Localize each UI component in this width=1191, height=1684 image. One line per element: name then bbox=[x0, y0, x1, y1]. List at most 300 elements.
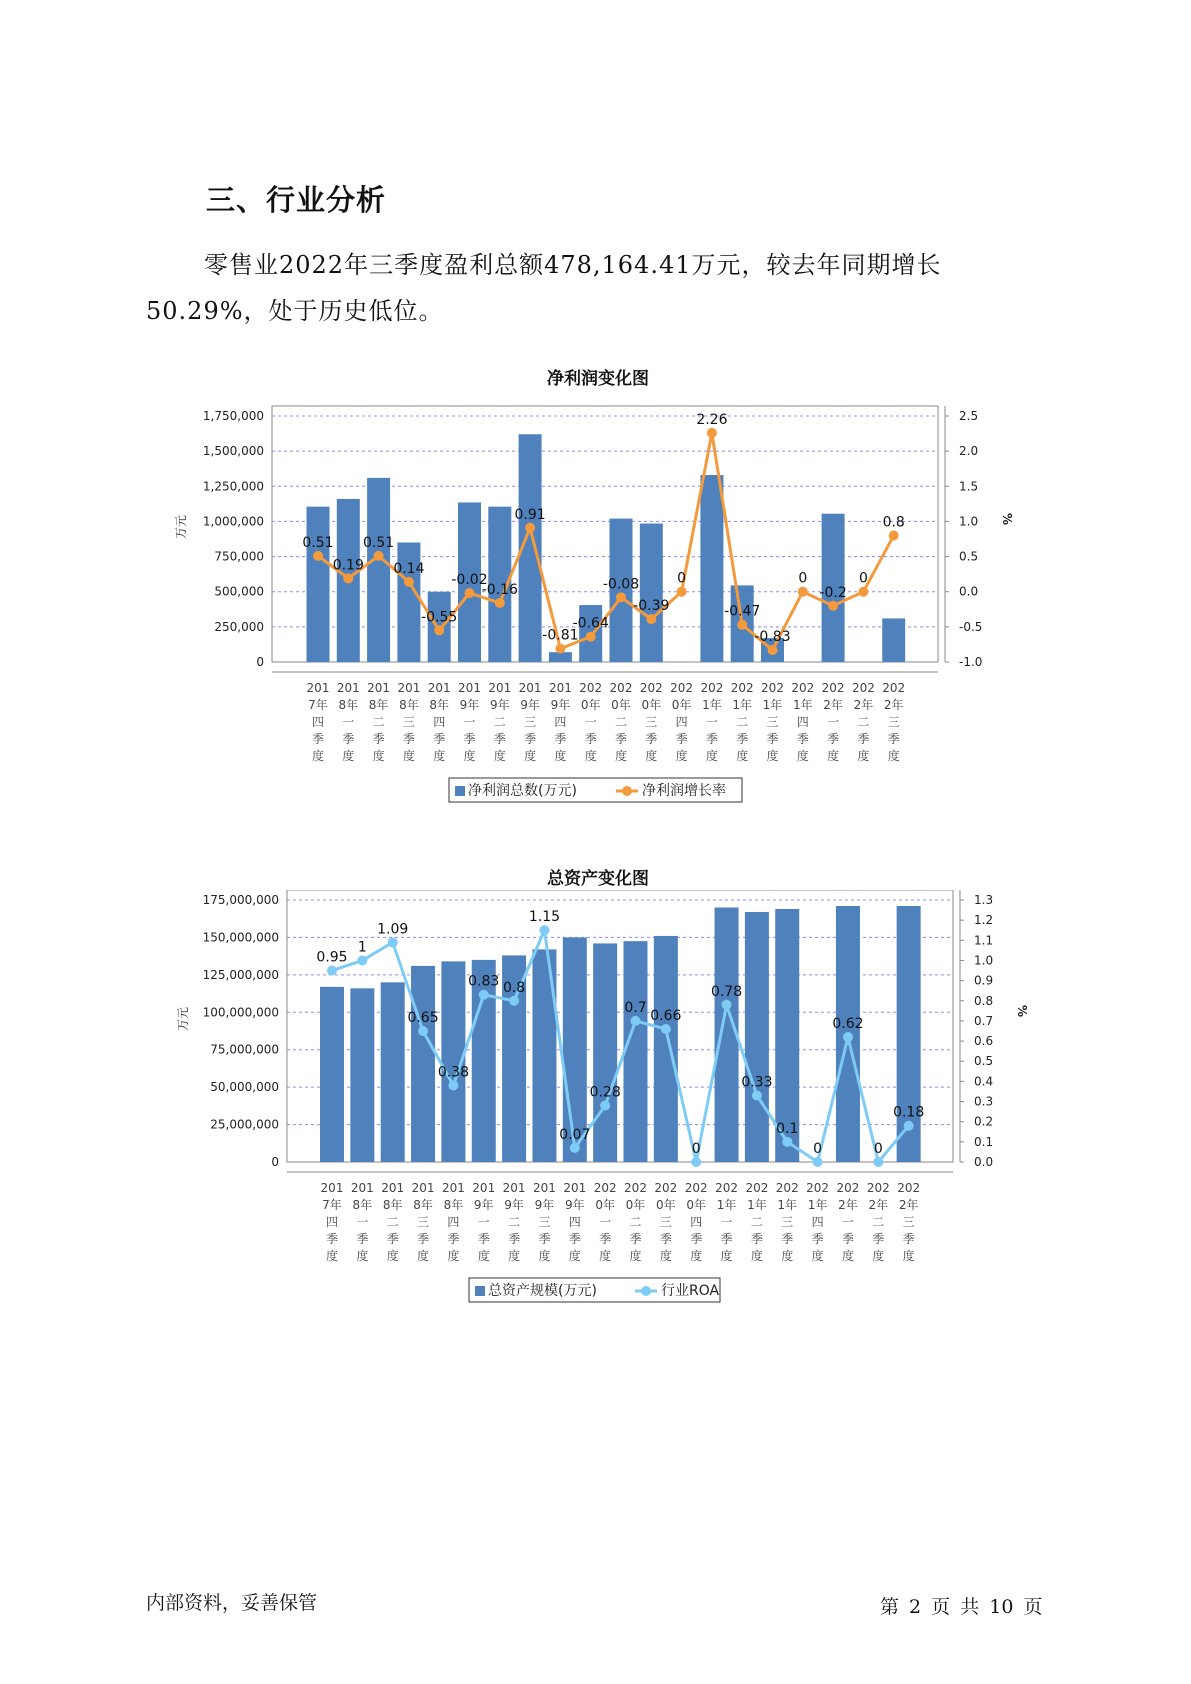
x-tick-label: 度 bbox=[342, 749, 355, 763]
y-tick-label: 50,000,000 bbox=[210, 1080, 279, 1095]
y-axis-title: 万元 bbox=[176, 1006, 190, 1032]
x-tick-label: 度 bbox=[841, 1249, 854, 1263]
x-tick-label: 8年 bbox=[352, 1198, 373, 1212]
data-label: 0.66 bbox=[650, 1007, 682, 1024]
line-point bbox=[374, 551, 384, 561]
x-tick-label: 四 bbox=[690, 1215, 703, 1229]
y-tick-label: 150,000,000 bbox=[202, 930, 279, 945]
x-tick-label: 0年 bbox=[625, 1198, 646, 1212]
x-tick-label: 度 bbox=[887, 749, 900, 763]
footer-page-number: 第 2 页 共 10 页 bbox=[880, 1596, 1043, 1618]
x-tick-label: 201 bbox=[306, 681, 330, 695]
x-tick-label: 201 bbox=[502, 1181, 526, 1195]
data-label: 0.95 bbox=[316, 949, 348, 966]
x-tick-label: 二 bbox=[857, 715, 870, 729]
x-tick-label: 度 bbox=[720, 1249, 733, 1263]
x-tick-label: 202 bbox=[609, 681, 633, 695]
line-point bbox=[313, 551, 323, 561]
line-point bbox=[479, 990, 489, 1000]
data-label: -0.55 bbox=[421, 609, 458, 626]
line-point bbox=[752, 1090, 762, 1100]
x-tick-label: 一 bbox=[356, 1215, 369, 1229]
data-label: 0.91 bbox=[514, 506, 546, 523]
bar bbox=[367, 478, 390, 662]
x-tick-label: 三 bbox=[524, 715, 537, 729]
x-tick-label: 202 bbox=[882, 681, 906, 695]
x-tick-label: 季 bbox=[508, 1232, 521, 1246]
x-tick-label: 二 bbox=[372, 715, 385, 729]
y-tick-label: 1,000,000 bbox=[202, 514, 264, 529]
x-tick-label: 202 bbox=[745, 1181, 769, 1195]
data-label: 1 bbox=[357, 939, 367, 956]
x-tick-label: 度 bbox=[811, 1249, 824, 1263]
line-point bbox=[798, 587, 808, 597]
x-tick-label: 季 bbox=[736, 732, 749, 746]
x-tick-label: 季 bbox=[796, 732, 809, 746]
x-tick-label: 季 bbox=[568, 1232, 581, 1246]
x-tick-label: 度 bbox=[750, 1249, 763, 1263]
x-tick-label: 季 bbox=[902, 1232, 915, 1246]
line-point bbox=[691, 1157, 701, 1167]
line-point bbox=[404, 577, 414, 587]
y2-tick-label: 0.6 bbox=[974, 1034, 994, 1049]
x-tick-label: 度 bbox=[356, 1249, 369, 1263]
line-point bbox=[677, 587, 687, 597]
x-tick-label: 201 bbox=[320, 1181, 344, 1195]
x-tick-label: 度 bbox=[796, 749, 809, 763]
y2-tick-label: -1.0 bbox=[959, 655, 983, 669]
data-label: 0.1 bbox=[776, 1120, 799, 1137]
bar bbox=[350, 988, 374, 1162]
x-tick-label: 季 bbox=[614, 732, 628, 746]
footer-confidential: 内部资料，妥善保管 bbox=[146, 1592, 318, 1614]
x-tick-label: 一 bbox=[841, 1215, 854, 1229]
y-tick-label: 175,000,000 bbox=[202, 893, 279, 907]
bar bbox=[745, 912, 769, 1162]
x-tick-label: 1年 bbox=[716, 1198, 737, 1212]
x-tick-label: 9年 bbox=[489, 698, 510, 712]
y-tick-label: 25,000,000 bbox=[210, 1117, 279, 1132]
x-tick-label: 季 bbox=[372, 732, 385, 746]
x-tick-label: 二 bbox=[736, 715, 749, 729]
x-tick-label: 0年 bbox=[656, 1198, 676, 1212]
x-tick-label: 度 bbox=[781, 1249, 794, 1263]
x-tick-label: 一 bbox=[827, 715, 840, 729]
x-tick-label: 202 bbox=[775, 1181, 799, 1195]
x-tick-label: 度 bbox=[599, 1249, 612, 1263]
assets-chart bbox=[0, 890, 1191, 1330]
x-tick-label: 季 bbox=[417, 1232, 430, 1246]
y-tick-label: 0 bbox=[271, 1155, 279, 1169]
x-tick-label: 三 bbox=[902, 1215, 915, 1229]
x-tick-label: 三 bbox=[402, 715, 415, 729]
y-tick-label: 100,000,000 bbox=[202, 1005, 279, 1020]
x-tick-label: 季 bbox=[750, 1232, 763, 1246]
line-point bbox=[889, 530, 899, 540]
x-tick-label: 度 bbox=[857, 749, 870, 763]
x-tick-label: 度 bbox=[417, 1249, 430, 1263]
x-tick-label: 1年 bbox=[807, 1198, 828, 1212]
line-point bbox=[737, 620, 747, 630]
x-tick-label: 8年 bbox=[382, 1198, 403, 1212]
x-tick-label: 0年 bbox=[641, 698, 662, 712]
legend-bar-label: 总资产规模(万元) bbox=[488, 1283, 597, 1299]
x-tick-label: 季 bbox=[645, 732, 658, 746]
x-tick-label: 季 bbox=[524, 732, 537, 746]
x-tick-label: 度 bbox=[736, 749, 749, 763]
x-tick-label: 度 bbox=[325, 1249, 339, 1263]
y-tick-label: 1,500,000 bbox=[202, 444, 264, 459]
y2-tick-label: 0.0 bbox=[974, 1155, 994, 1169]
data-label: -0.16 bbox=[481, 581, 518, 598]
line-point bbox=[388, 937, 398, 947]
y2-tick-label: 1.0 bbox=[959, 514, 979, 529]
y-tick-label: 500,000 bbox=[214, 584, 264, 599]
data-label: 0.83 bbox=[468, 973, 500, 990]
x-tick-label: 四 bbox=[554, 715, 567, 729]
line-point bbox=[722, 1000, 732, 1010]
line-point bbox=[707, 428, 717, 438]
legend-line-marker bbox=[641, 1286, 651, 1296]
y-tick-label: 1,250,000 bbox=[202, 479, 264, 494]
data-label: 0.07 bbox=[559, 1126, 591, 1143]
line-point bbox=[555, 644, 565, 654]
data-label: 0 bbox=[873, 1141, 883, 1157]
line-point bbox=[509, 996, 519, 1006]
x-tick-label: 二 bbox=[508, 1215, 521, 1229]
y2-tick-label: 1.3 bbox=[974, 893, 994, 907]
x-tick-label: 201 bbox=[381, 1181, 405, 1195]
data-label: 0.38 bbox=[437, 1064, 469, 1081]
line-point bbox=[768, 645, 778, 655]
y2-tick-label: 1.0 bbox=[974, 953, 994, 968]
x-tick-label: 度 bbox=[659, 1249, 672, 1263]
legend-bar-label: 净利润总数(万元) bbox=[468, 783, 577, 799]
x-tick-label: 201 bbox=[563, 1181, 587, 1195]
x-tick-label: 7年 bbox=[322, 1198, 342, 1212]
data-label: 0.8 bbox=[882, 514, 905, 531]
bar bbox=[320, 987, 344, 1162]
y-tick-label: 75,000,000 bbox=[210, 1042, 279, 1057]
x-tick-label: 202 bbox=[593, 1181, 617, 1195]
profit-chart bbox=[0, 390, 1191, 830]
y2-tick-label: 2.0 bbox=[959, 444, 979, 459]
x-tick-label: 二 bbox=[386, 1215, 399, 1229]
x-tick-label: 1年 bbox=[702, 698, 722, 712]
x-tick-label: 一 bbox=[720, 1215, 733, 1229]
x-tick-label: 一 bbox=[342, 715, 355, 729]
x-tick-label: 季 bbox=[675, 732, 688, 746]
x-tick-label: 1年 bbox=[747, 1198, 767, 1212]
x-tick-label: 0年 bbox=[671, 698, 692, 712]
bar bbox=[882, 618, 905, 662]
bar bbox=[307, 507, 330, 662]
x-tick-label: 四 bbox=[811, 1215, 824, 1229]
data-label: 0 bbox=[798, 570, 808, 587]
y2-tick-label: 0.8 bbox=[974, 993, 994, 1008]
x-tick-label: 季 bbox=[872, 1232, 885, 1246]
line-point bbox=[434, 625, 444, 635]
x-tick-label: 二 bbox=[750, 1215, 763, 1229]
y2-tick-label: 1.5 bbox=[959, 479, 979, 494]
data-label: 1.15 bbox=[528, 909, 561, 926]
data-label: 0.8 bbox=[502, 979, 526, 996]
data-label: -0.02 bbox=[451, 572, 488, 589]
x-tick-label: 202 bbox=[639, 681, 663, 695]
data-label: -0.81 bbox=[542, 627, 579, 644]
x-tick-label: 201 bbox=[350, 1181, 374, 1195]
y2-tick-label: 0.5 bbox=[959, 549, 979, 564]
x-tick-label: 202 bbox=[730, 681, 754, 695]
x-tick-label: 2年 bbox=[883, 698, 904, 712]
x-tick-label: 8年 bbox=[399, 698, 419, 712]
y2-tick-label: 1.1 bbox=[974, 933, 994, 948]
x-tick-label: 三 bbox=[887, 715, 900, 729]
y-tick-label: 1,750,000 bbox=[202, 409, 264, 423]
x-tick-label: 季 bbox=[659, 1232, 672, 1246]
x-tick-label: 度 bbox=[766, 749, 779, 763]
x-tick-label: 202 bbox=[761, 681, 784, 695]
x-tick-label: 一 bbox=[477, 1215, 490, 1229]
y2-tick-label: 0.7 bbox=[974, 1013, 994, 1028]
x-tick-label: 度 bbox=[433, 749, 446, 763]
y-tick-label: 125,000,000 bbox=[202, 967, 279, 982]
x-tick-label: 季 bbox=[599, 1232, 612, 1246]
bar bbox=[715, 907, 739, 1162]
x-tick-label: 二 bbox=[872, 1215, 885, 1229]
data-label: 0 bbox=[677, 570, 687, 587]
x-tick-label: 一 bbox=[584, 715, 597, 729]
line-point bbox=[600, 1101, 610, 1111]
x-tick-label: 9年 bbox=[520, 698, 540, 712]
x-tick-label: 季 bbox=[584, 732, 597, 746]
data-label: 0.14 bbox=[393, 560, 425, 577]
x-tick-label: 季 bbox=[781, 1232, 794, 1246]
x-tick-label: 1年 bbox=[792, 698, 813, 712]
bar bbox=[700, 475, 723, 662]
data-label: 0.28 bbox=[589, 1084, 621, 1101]
line-point bbox=[616, 592, 626, 602]
data-label: 0.65 bbox=[407, 1010, 439, 1026]
x-tick-label: 度 bbox=[447, 1249, 460, 1263]
data-label: 0.78 bbox=[710, 983, 743, 1000]
x-tick-label: 季 bbox=[386, 1232, 399, 1246]
data-label: 0.19 bbox=[332, 557, 364, 574]
x-tick-label: 度 bbox=[827, 749, 840, 763]
data-label: 0.33 bbox=[741, 1074, 773, 1091]
x-tick-label: 201 bbox=[472, 1181, 496, 1195]
data-label: -0.2 bbox=[819, 584, 847, 601]
x-tick-label: 1年 bbox=[762, 698, 783, 712]
x-tick-label: 三 bbox=[659, 1215, 672, 1229]
bar bbox=[381, 982, 405, 1162]
data-label: 0.51 bbox=[302, 534, 334, 551]
x-tick-label: 8年 bbox=[429, 698, 450, 712]
y2-tick-label: -0.5 bbox=[959, 619, 983, 634]
data-label: 1.09 bbox=[377, 921, 409, 938]
line-point bbox=[782, 1137, 792, 1147]
x-tick-label: 度 bbox=[584, 749, 597, 763]
x-tick-label: 201 bbox=[548, 681, 572, 695]
x-tick-label: 季 bbox=[463, 732, 476, 746]
y2-tick-label: 0.2 bbox=[974, 1114, 994, 1129]
data-label: 2.26 bbox=[696, 411, 728, 428]
x-tick-label: 度 bbox=[477, 1249, 490, 1263]
x-tick-label: 202 bbox=[866, 1181, 890, 1195]
x-tick-label: 202 bbox=[897, 1181, 921, 1195]
x-tick-label: 一 bbox=[705, 715, 718, 729]
x-tick-label: 季 bbox=[477, 1232, 490, 1246]
chart-title-profit: 净利润变化图 bbox=[547, 369, 649, 389]
line-point bbox=[525, 523, 535, 533]
x-tick-label: 季 bbox=[311, 732, 325, 746]
x-tick-label: 202 bbox=[836, 1181, 860, 1195]
x-tick-label: 季 bbox=[629, 1232, 642, 1246]
y2-tick-label: 0.1 bbox=[974, 1134, 994, 1149]
y2-tick-label: 0.4 bbox=[974, 1074, 994, 1089]
legend-line-label: 净利润增长率 bbox=[642, 783, 726, 799]
line-point bbox=[904, 1121, 914, 1131]
x-tick-label: 季 bbox=[402, 732, 415, 746]
x-tick-label: 三 bbox=[781, 1215, 794, 1229]
y2-axis-title: % bbox=[1000, 512, 1014, 526]
x-tick-label: 202 bbox=[821, 681, 845, 695]
x-tick-label: 202 bbox=[624, 1181, 647, 1195]
x-tick-label: 度 bbox=[629, 1249, 642, 1263]
x-tick-label: 四 bbox=[568, 1215, 581, 1229]
x-tick-label: 0年 bbox=[595, 1198, 615, 1212]
x-tick-label: 度 bbox=[690, 1249, 703, 1263]
data-label: 0 bbox=[858, 570, 868, 587]
x-tick-label: 201 bbox=[532, 1181, 556, 1195]
data-label: -0.47 bbox=[724, 603, 761, 620]
y2-tick-label: 0.0 bbox=[959, 584, 979, 599]
legend-line-label: 行业ROA bbox=[661, 1283, 720, 1299]
x-tick-label: 季 bbox=[447, 1232, 460, 1246]
line-point bbox=[570, 1143, 580, 1153]
x-tick-label: 202 bbox=[579, 681, 603, 695]
x-tick-label: 201 bbox=[458, 681, 481, 695]
x-tick-label: 季 bbox=[433, 732, 446, 746]
data-label: 0 bbox=[691, 1141, 701, 1157]
x-tick-label: 9年 bbox=[564, 1198, 585, 1212]
x-tick-label: 季 bbox=[493, 732, 506, 746]
line-point bbox=[495, 598, 505, 608]
x-tick-label: 8年 bbox=[413, 1198, 433, 1212]
x-tick-label: 9年 bbox=[550, 698, 571, 712]
x-tick-label: 度 bbox=[386, 1249, 399, 1263]
section-title: 三、行业分析 bbox=[206, 183, 387, 217]
x-tick-label: 9年 bbox=[534, 1198, 555, 1212]
x-tick-label: 201 bbox=[441, 1181, 465, 1195]
paragraph-text: 零售业2022年三季度盈利总额478,164.41万元，较去年同期增长50.29%，处于历史低位。 bbox=[146, 251, 942, 325]
line-point bbox=[465, 588, 475, 598]
x-tick-label: 四 bbox=[311, 715, 325, 729]
x-tick-label: 202 bbox=[654, 1181, 678, 1195]
x-tick-label: 8年 bbox=[338, 698, 359, 712]
x-tick-label: 度 bbox=[705, 749, 718, 763]
x-tick-label: 9年 bbox=[504, 1198, 524, 1212]
bar bbox=[640, 524, 663, 662]
x-tick-label: 三 bbox=[645, 715, 658, 729]
x-tick-label: 度 bbox=[402, 749, 415, 763]
legend-bar-swatch bbox=[475, 1286, 485, 1296]
line-point bbox=[843, 1032, 853, 1042]
x-tick-label: 度 bbox=[872, 1249, 885, 1263]
bar bbox=[654, 936, 678, 1162]
line-point bbox=[813, 1157, 823, 1167]
x-tick-label: 季 bbox=[766, 732, 779, 746]
x-tick-label: 0年 bbox=[686, 1198, 707, 1212]
line-point bbox=[646, 614, 656, 624]
x-tick-label: 8年 bbox=[368, 698, 389, 712]
line-point bbox=[873, 1157, 883, 1167]
x-tick-label: 度 bbox=[614, 749, 628, 763]
x-tick-label: 季 bbox=[705, 732, 718, 746]
data-label: 0.51 bbox=[363, 534, 395, 551]
data-label: 0 bbox=[813, 1141, 823, 1157]
data-label: -0.08 bbox=[602, 576, 640, 593]
y2-tick-label: 0.5 bbox=[974, 1054, 994, 1069]
y-tick-label: 750,000 bbox=[214, 549, 264, 564]
x-tick-label: 度 bbox=[568, 1249, 581, 1263]
x-tick-label: 1年 bbox=[732, 698, 753, 712]
x-tick-label: 季 bbox=[827, 732, 840, 746]
x-tick-label: 201 bbox=[411, 1181, 435, 1195]
line-point bbox=[586, 632, 596, 642]
x-tick-label: 季 bbox=[356, 1232, 369, 1246]
x-tick-label: 201 bbox=[518, 681, 542, 695]
x-tick-label: 202 bbox=[806, 1181, 830, 1195]
line-point bbox=[448, 1080, 458, 1090]
y2-tick-label: 1.2 bbox=[974, 913, 994, 928]
x-tick-label: 0年 bbox=[611, 698, 631, 712]
x-tick-label: 季 bbox=[857, 732, 870, 746]
x-tick-label: 三 bbox=[417, 1215, 430, 1229]
line-point bbox=[631, 1016, 641, 1026]
x-tick-label: 202 bbox=[715, 1181, 739, 1195]
bar bbox=[624, 941, 648, 1162]
x-tick-label: 季 bbox=[342, 732, 355, 746]
x-tick-label: 202 bbox=[684, 1181, 708, 1195]
line-point bbox=[661, 1024, 671, 1034]
line-point bbox=[327, 966, 337, 976]
x-tick-label: 2年 bbox=[838, 1198, 858, 1212]
x-tick-label: 四 bbox=[675, 715, 688, 729]
x-tick-label: 度 bbox=[524, 749, 537, 763]
x-tick-label: 度 bbox=[675, 749, 688, 763]
line-point bbox=[343, 573, 353, 583]
x-tick-label: 8年 bbox=[443, 1198, 464, 1212]
x-tick-label: 度 bbox=[538, 1249, 551, 1263]
x-tick-label: 2年 bbox=[823, 698, 843, 712]
line-point bbox=[357, 955, 367, 965]
data-label: 0.62 bbox=[832, 1016, 864, 1033]
x-tick-label: 度 bbox=[463, 749, 476, 763]
x-tick-label: 0年 bbox=[580, 698, 601, 712]
x-tick-label: 季 bbox=[841, 1232, 854, 1246]
x-tick-label: 201 bbox=[336, 681, 360, 695]
line-point bbox=[539, 925, 549, 935]
x-tick-label: 度 bbox=[554, 749, 567, 763]
bar bbox=[411, 966, 435, 1162]
data-label: 0.18 bbox=[893, 1104, 925, 1121]
x-tick-label: 季 bbox=[325, 1232, 339, 1246]
y2-axis-title: % bbox=[1015, 1004, 1029, 1018]
x-tick-label: 度 bbox=[311, 749, 325, 763]
line-point bbox=[418, 1026, 428, 1036]
x-tick-label: 二 bbox=[614, 715, 628, 729]
